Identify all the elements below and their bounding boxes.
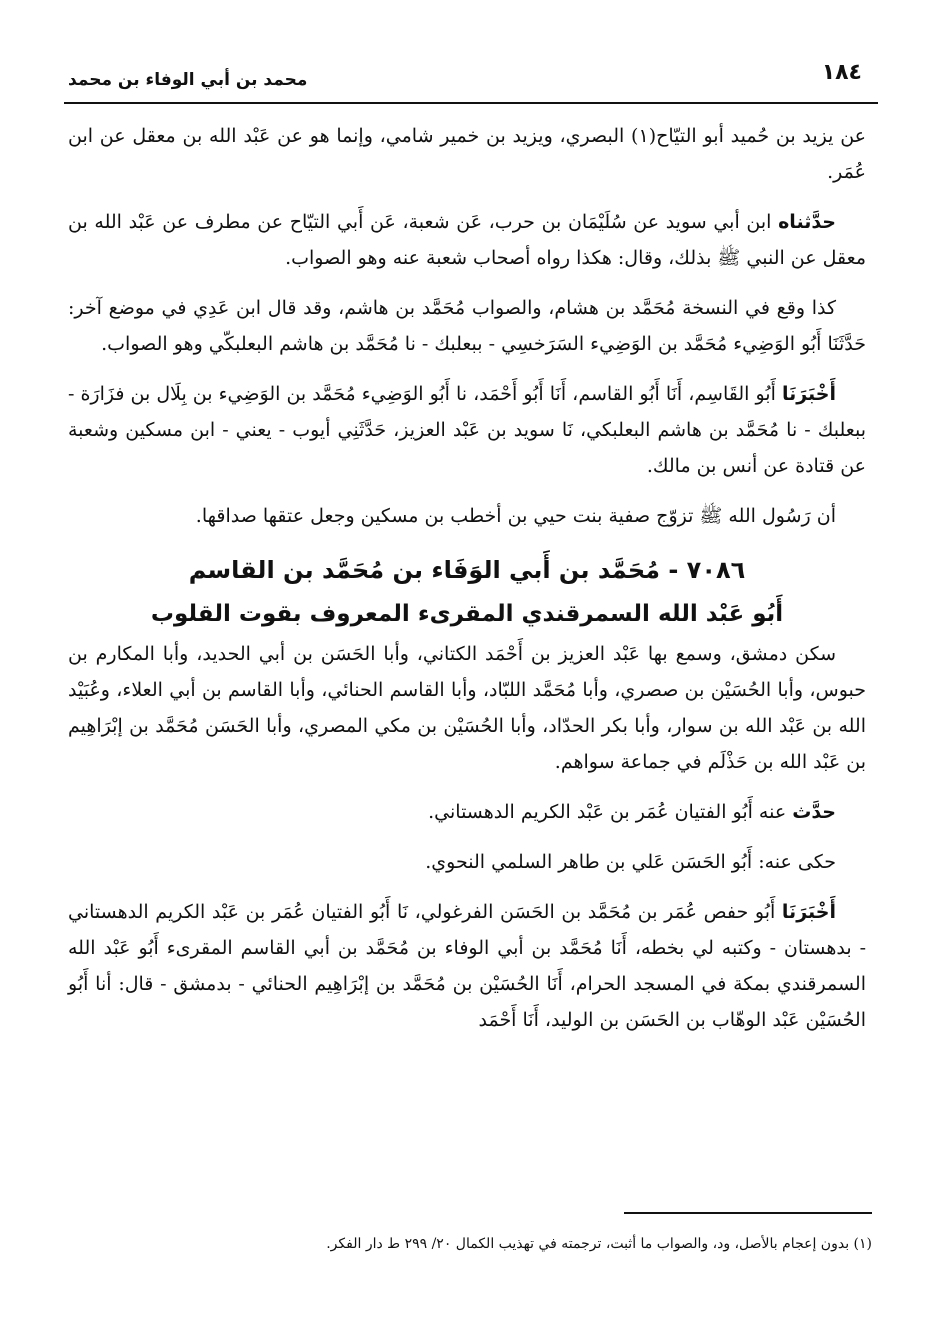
- paragraph-text: أَبُو حفص عُمَر بن مُحَمَّد بن الحَسَن الفرغولي، نَا أَبُو الفتيان عُمَر بن عَبْد الكريم الدهستاني - بدهستان - وكتبه لي بخطه، أَنَا مُحَمَّد بن أبي الوفاء بن مُحَمَّد بن أبي القاسم المقرىء أَبُو عَبْد الله السمرقندي بمكة في المسجد الحرام، أَنَا الحُسَيْن بن مُحَمَّد بن إبْرَاهِيم الحنائي - بدمشق - قال: أنا أَبُو الحُسَيْن عَبْد الوهّاب بن الحَسَن بن الوليد، أَنَا أَحْمَد: [68, 901, 866, 1031]
- paragraph-text: ابن أبي سويد عن سُلَيْمَان بن حرب، عَن شعبة، عَن أَبي التيّاح عن مطرف عن عَبْد الله بن معقل عن النبي ﷺ بذلك، وقال: هكذا رواه أصحاب شعبة عنه وهو الصواب.: [68, 211, 866, 269]
- paragraph-text: أَبُو القَاسِم، أَنَا أَبُو القاسم، أَنَا أَبُو أَحْمَد، نا أَبُو الوَضِيء مُحَمَّد بن الوَضِيء بن بِلَال بن فزَارَة - ببعلبك - نا مُحَمَّد بن هاشم البعلبكي، نَا سويد بن عَبْد العزيز، حَدَّثَنِي أيوب - يعني - ابن مسكين وشعبة عن قتادة عن أنس بن مالك.: [68, 383, 866, 477]
- paragraph: كذا وقع في النسخة مُحَمَّد بن هشام، والصواب مُحَمَّد بن هاشم، وقد قال ابن عَدِي في موضع آخر: حَدَّثَنَا أَبُو الوَضِيء مُحَمَّد بن الوَضِيء السَرَخسِي - ببعلبك - نا مُحَمَّد بن هاشم البعلبكّي وهو الصواب.: [68, 297, 866, 355]
- paragraph-lead: حدَّث: [792, 801, 836, 823]
- page-header: [64, 58, 878, 104]
- paragraph: [68, 204, 866, 276]
- paragraph: عن يزيد بن حُميد أبو التيّاح(١) البصري، ويزيد بن خمير شامي، وإنما هو عن عَبْد الله بن معقل عن ابن عُمَر.: [68, 125, 866, 183]
- paragraph: [68, 794, 866, 830]
- paragraph: [68, 376, 866, 484]
- footnote: (١) بدون إعجام بالأصل، ود، والصواب ما أثبت، ترجمته في تهذيب الكمال ٢٠/ ٢٩٩ ط دار الفكر.: [326, 1236, 872, 1252]
- paragraph: حكى عنه: أَبُو الحَسَن عَلي بن طاهر السلمي النحوي.: [425, 851, 836, 873]
- footnote-divider: [624, 1212, 872, 1214]
- entry-title: ٧٠٨٦ - مُحَمَّد بن أَبي الوَفَاء بن مُحَمَّد بن القاسم: [188, 556, 746, 584]
- paragraph-lead: أَخْبَرَنَا: [781, 383, 836, 405]
- paragraph: سكن دمشق، وسمع بها عَبْد العزيز بن أَحْمَد الكتاني، وأبا الحَسَن بن أبي الحديد، وأبا المكارم بن حبوس، وأبا الحُسَيْن بن صصري، وأبا مُحَمَّد اللبّاد، وأبا القاسم الحنائي، وأبا القاسم بن أبي العلاء، وعُبَيْد الله بن عَبْد الله بن سوار، وأبا بكر الحدّاد، وأبا الحُسَيْن بن مكي المصري، وأبا الحَسَن مُحَمَّد بن إبْرَاهِيم بن عَبْد الله بن حَذْلَم في جماعة سواهم.: [68, 643, 866, 773]
- paragraph-text: عنه أَبُو الفتيان عُمَر بن عَبْد الكريم الدهستاني.: [428, 801, 787, 823]
- paragraph-lead: أَخْبَرَنَا: [781, 901, 836, 923]
- running-title: محمد بن أبي الوفاء بن محمد: [68, 70, 308, 90]
- entry-subtitle: أَبُو عَبْد الله السمرقندي المقرىء المعروف بقوت القلوب: [150, 601, 784, 627]
- paragraph-lead: حدَّثناه: [778, 211, 837, 233]
- paragraph: أن رَسُول الله ﷺ تزوّج صفية بنت حيي بن أخطب بن مسكين وجعل عتقها صداقها.: [195, 505, 836, 527]
- paragraph: [68, 894, 866, 1038]
- page-number: ١٨٤: [821, 60, 862, 85]
- page-body: [68, 118, 866, 1038]
